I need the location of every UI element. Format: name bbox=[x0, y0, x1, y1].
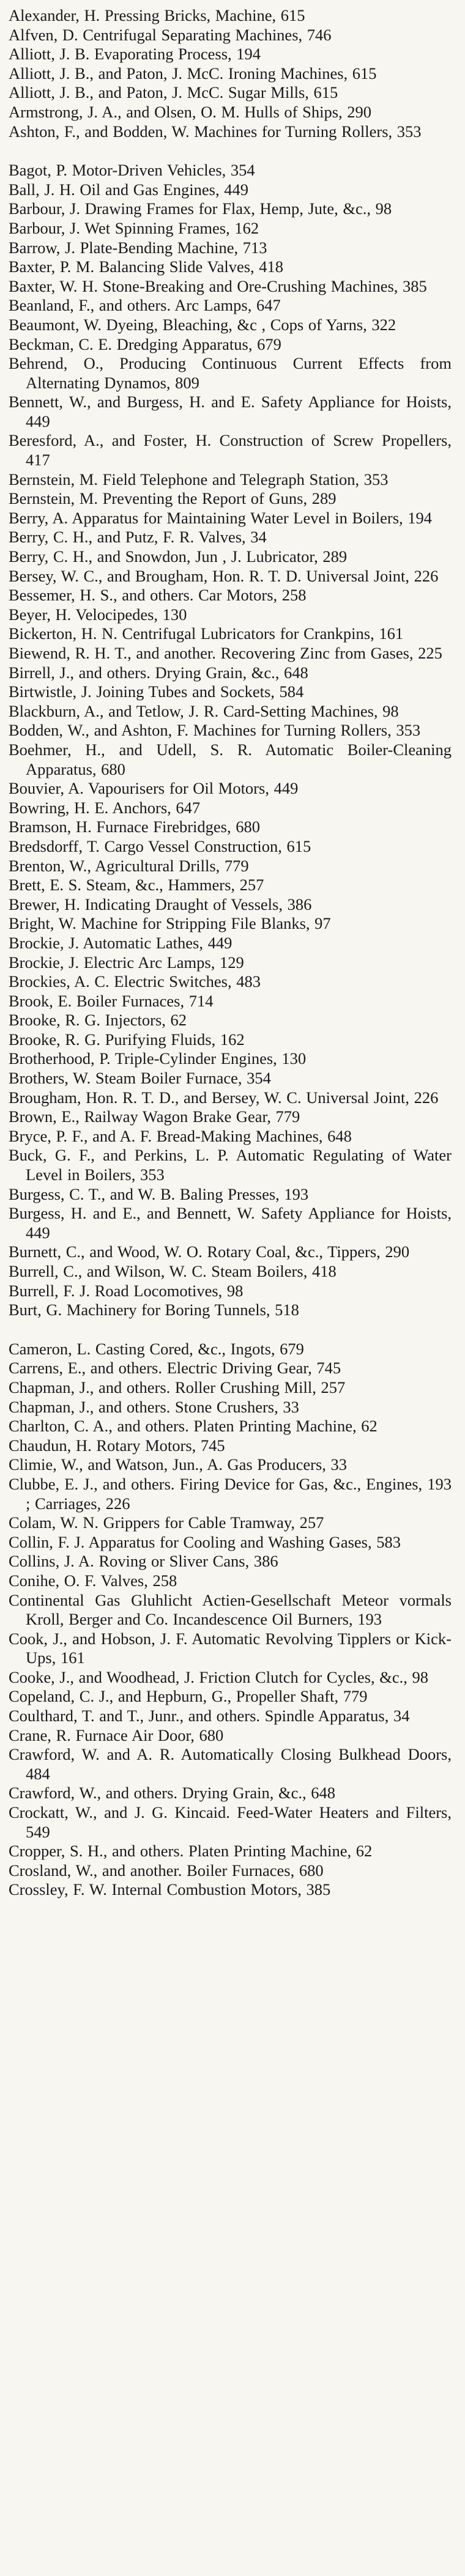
index-entry: Conihe, O. F. Valves, 258 bbox=[9, 1571, 177, 1590]
index-entry: Brewer, H. Indicating Draught of Vessels, 386 bbox=[9, 895, 312, 913]
index-entry: Alexander, H. Pressing Bricks, Machine, 615 bbox=[9, 6, 305, 24]
index-entry: Brockie, J. Electric Arc Lamps, 129 bbox=[9, 953, 244, 972]
index-entry: Bramson, H. Furnace Firebridges, 680 bbox=[9, 817, 260, 836]
index-entry: Alliott, J. B., and Paton, J. McC. Ironing Machines, 615 bbox=[9, 64, 377, 83]
index-entry: Bouvier, A. Vapourisers for Oil Motors, 449 bbox=[9, 779, 299, 798]
index-entry: Bernstein, M. Preventing the Report of Guns, 289 bbox=[9, 489, 337, 508]
index-entry: Biewend, R. H. T., and another. Recovering Zinc from Gases, 225 bbox=[9, 644, 442, 662]
index-entry: Birtwistle, J. Joining Tubes and Sockets, 584 bbox=[9, 682, 304, 701]
index-entry: Berry, C. H., and Putz, F. R. Valves, 34 bbox=[9, 528, 267, 547]
index-entry: Brockies, A. C. Electric Switches, 483 bbox=[9, 972, 261, 991]
index-entry: Beaumont, W. Dyeing, Bleaching, &c , Cops of Yarns, 322 bbox=[9, 315, 396, 334]
index-entry: Ashton, F., and Bodden, W. Machines for Turning Rollers, 353 bbox=[9, 122, 422, 141]
index-entry: Burt, G. Machinery for Boring Tunnels, 518 bbox=[9, 1301, 299, 1319]
index-entry: Burrell, F. J. Road Locomotives, 98 bbox=[9, 1281, 244, 1300]
index-entry: Crawford, W., and others. Drying Grain, &c., 648 bbox=[9, 1784, 335, 1803]
index-entry: Barbour, J. Drawing Frames for Flax, Hemp, Jute, &c., 98 bbox=[9, 199, 392, 218]
index-entry: Burrell, C., and Wilson, W. C. Steam Boilers, 418 bbox=[9, 1262, 337, 1280]
index-entry: Climie, W., and Watson, Jun., A. Gas Producers, 33 bbox=[9, 1455, 348, 1474]
index-entry: Bickerton, H. N. Centrifugal Lubricators for Crankpins, 161 bbox=[9, 624, 404, 643]
index-section bbox=[9, 1340, 452, 1900]
index-entry: Cameron, L. Casting Cored, &c., Ingots, 679 bbox=[9, 1339, 304, 1358]
index-entry: Burgess, H. and E., and Bennett, W. Safety Appliance for Hoists, 449 bbox=[9, 1204, 452, 1242]
index-entry: Brougham, Hon. R. T. D., and Bersey, W. C. Universal Joint, 226 bbox=[9, 1088, 439, 1107]
index-entry: Burnett, C., and Wood, W. O. Rotary Coal, &c., Tippers, 290 bbox=[9, 1242, 410, 1261]
index-entry: Barrow, J. Plate-Bending Machine, 713 bbox=[9, 238, 267, 257]
index-entry: Alliott, J. B. Evaporating Process, 194 bbox=[9, 45, 261, 64]
index-entry: Chaudun, H. Rotary Motors, 745 bbox=[9, 1436, 225, 1455]
index-entry: Blackburn, A., and Tetlow, J. R. Card-Setting Machines, 98 bbox=[9, 701, 399, 720]
index-entry: Collins, J. A. Roving or Sliver Cans, 386 bbox=[9, 1552, 278, 1571]
index-entry: Beanland, F., and others. Arc Lamps, 647 bbox=[9, 296, 281, 315]
index-entry: Carrens, E., and others. Electric Driving Gear, 745 bbox=[9, 1359, 341, 1378]
index-entry: Alliott, J. B., and Paton, J. McC. Sugar Mills, 615 bbox=[9, 83, 338, 102]
index-entry: Berry, C. H., and Snowdon, Jun , J. Lubricator, 289 bbox=[9, 547, 348, 566]
index-entry: Chapman, J., and others. Stone Crushers, 33 bbox=[9, 1397, 299, 1416]
index-entry: Crosland, W., and another. Boiler Furnaces, 680 bbox=[9, 1861, 324, 1880]
index-entry: Bessemer, H. S., and others. Car Motors, 258 bbox=[9, 586, 307, 605]
index-entry: Continental Gas Gluhlicht Actien-Gesellschaft Meteor vormals Kroll, Berger and Co. Incandescence Oil Burners, 193 bbox=[9, 1590, 452, 1629]
index-entry: Brooke, R. G. Injectors, 62 bbox=[9, 1011, 187, 1030]
index-entry: Baxter, P. M. Balancing Slide Valves, 418 bbox=[9, 257, 284, 276]
index-entry: Brook, E. Boiler Furnaces, 714 bbox=[9, 991, 214, 1010]
index-entry: Bersey, W. C., and Brougham, Hon. R. T. D. Universal Joint, 226 bbox=[9, 566, 439, 585]
index-entry: Brotherhood, P. Triple-Cylinder Engines, 130 bbox=[9, 1049, 307, 1068]
index-entry: Brett, E. S. Steam, &c., Hammers, 257 bbox=[9, 876, 264, 895]
index-entry: Chapman, J., and others. Roller Crushing Mill, 257 bbox=[9, 1378, 346, 1397]
index-entry: Coulthard, T. and T., Junr., and others. Spindle Apparatus, 34 bbox=[9, 1707, 410, 1725]
index-entry: Bennett, W., and Burgess, H. and E. Safety Appliance for Hoists, 449 bbox=[9, 393, 452, 430]
index-entry: Crane, R. Furnace Air Door, 680 bbox=[9, 1725, 224, 1744]
index-entry: Bowring, H. E. Anchors, 647 bbox=[9, 798, 201, 817]
index-entry: Clubbe, E. J., and others. Firing Device for Gas, &c., Engines, 193 ; Carriages, 226 bbox=[9, 1474, 452, 1513]
index-entry: Crockatt, W., and J. G. Kincaid. Feed-Water Heaters and Filters, 549 bbox=[9, 1803, 452, 1841]
index-entry: Bredsdorff, T. Cargo Vessel Construction, 615 bbox=[9, 836, 311, 855]
index-entry: Beckman, C. E. Dredging Apparatus, 679 bbox=[9, 334, 281, 353]
index-entry: Bernstein, M. Field Telephone and Telegraph Station, 353 bbox=[9, 470, 389, 489]
index-section bbox=[9, 161, 452, 1320]
index-entry: Behrend, O., Producing Continuous Current Effects from Alternating Dynamos, 809 bbox=[9, 354, 452, 392]
index-entry: Buck, G. F., and Perkins, L. P. Automatic Regulating of Water Level in Boilers, 353 bbox=[9, 1146, 452, 1184]
index-entry: Armstrong, J. A., and Olsen, O. M. Hulls of Ships, 290 bbox=[9, 102, 372, 121]
index-entry: Beyer, H. Velocipedes, 130 bbox=[9, 605, 187, 624]
index-entry: Brown, E., Railway Wagon Brake Gear, 779 bbox=[9, 1107, 300, 1126]
index-entry: Collin, F. J. Apparatus for Cooling and Washing Gases, 583 bbox=[9, 1532, 401, 1551]
index-entry: Burgess, C. T., and W. B. Baling Presses, 193 bbox=[9, 1184, 309, 1203]
index-section bbox=[9, 6, 452, 141]
index-entry: Beresford, A., and Foster, H. Construction of Screw Propellers, 417 bbox=[9, 431, 452, 470]
index-entry: Baxter, W. H. Stone-Breaking and Ore-Crushing Machines, 385 bbox=[9, 276, 427, 295]
index-entry: Berry, A. Apparatus for Maintaining Water Level in Boilers, 194 bbox=[9, 508, 433, 527]
index-entry: Cropper, S. H., and others. Platen Printing Machine, 62 bbox=[9, 1842, 373, 1861]
index-entry: Brenton, W., Agricultural Drills, 779 bbox=[9, 856, 249, 875]
index-entry: Colam, W. N. Grippers for Cable Tramway, 257 bbox=[9, 1513, 324, 1532]
index-entry: Bagot, P. Motor-Driven Vehicles, 354 bbox=[9, 161, 255, 180]
index-entry: Brothers, W. Steam Boiler Furnace, 354 bbox=[9, 1069, 271, 1088]
index-entry: Cook, J., and Hobson, J. F. Automatic Revolving Tipplers or Kick-Ups, 161 bbox=[9, 1629, 452, 1667]
index-entry: Copeland, C. J., and Hepburn, G., Propeller Shaft, 779 bbox=[9, 1687, 368, 1706]
index-entry: Cooke, J., and Woodhead, J. Friction Clutch for Cycles, &c., 98 bbox=[9, 1667, 428, 1686]
index-entry: Bodden, W., and Ashton, F. Machines for Turning Rollers, 353 bbox=[9, 721, 421, 740]
index-entry: Ball, J. H. Oil and Gas Engines, 449 bbox=[9, 180, 248, 199]
index-entry: Crawford, W. and A. R. Automatically Closing Bulkhead Doors, 484 bbox=[9, 1745, 452, 1783]
index-entry: Brockie, J. Automatic Lathes, 449 bbox=[9, 933, 232, 952]
index-entry: Alfven, D. Centrifugal Separating Machines, 746 bbox=[9, 25, 332, 44]
index-entry: Bryce, P. F., and A. F. Bread-Making Machines, 648 bbox=[9, 1126, 352, 1145]
index-entry: Bright, W. Machine for Stripping File Blanks, 97 bbox=[9, 914, 331, 933]
index-entry: Birrell, J., and others. Drying Grain, &c., 648 bbox=[9, 663, 308, 682]
index-entry: Crossley, F. W. Internal Combustion Motors, 385 bbox=[9, 1880, 331, 1899]
index-entry: Charlton, C. A., and others. Platen Printing Machine, 62 bbox=[9, 1417, 378, 1436]
index-entry: Boehmer, H., and Udell, S. R. Automatic Boiler-Cleaning Apparatus, 680 bbox=[9, 740, 452, 778]
index-entry: Barbour, J. Wet Spinning Frames, 162 bbox=[9, 218, 259, 237]
index-entry: Brooke, R. G. Purifying Fluids, 162 bbox=[9, 1030, 245, 1049]
